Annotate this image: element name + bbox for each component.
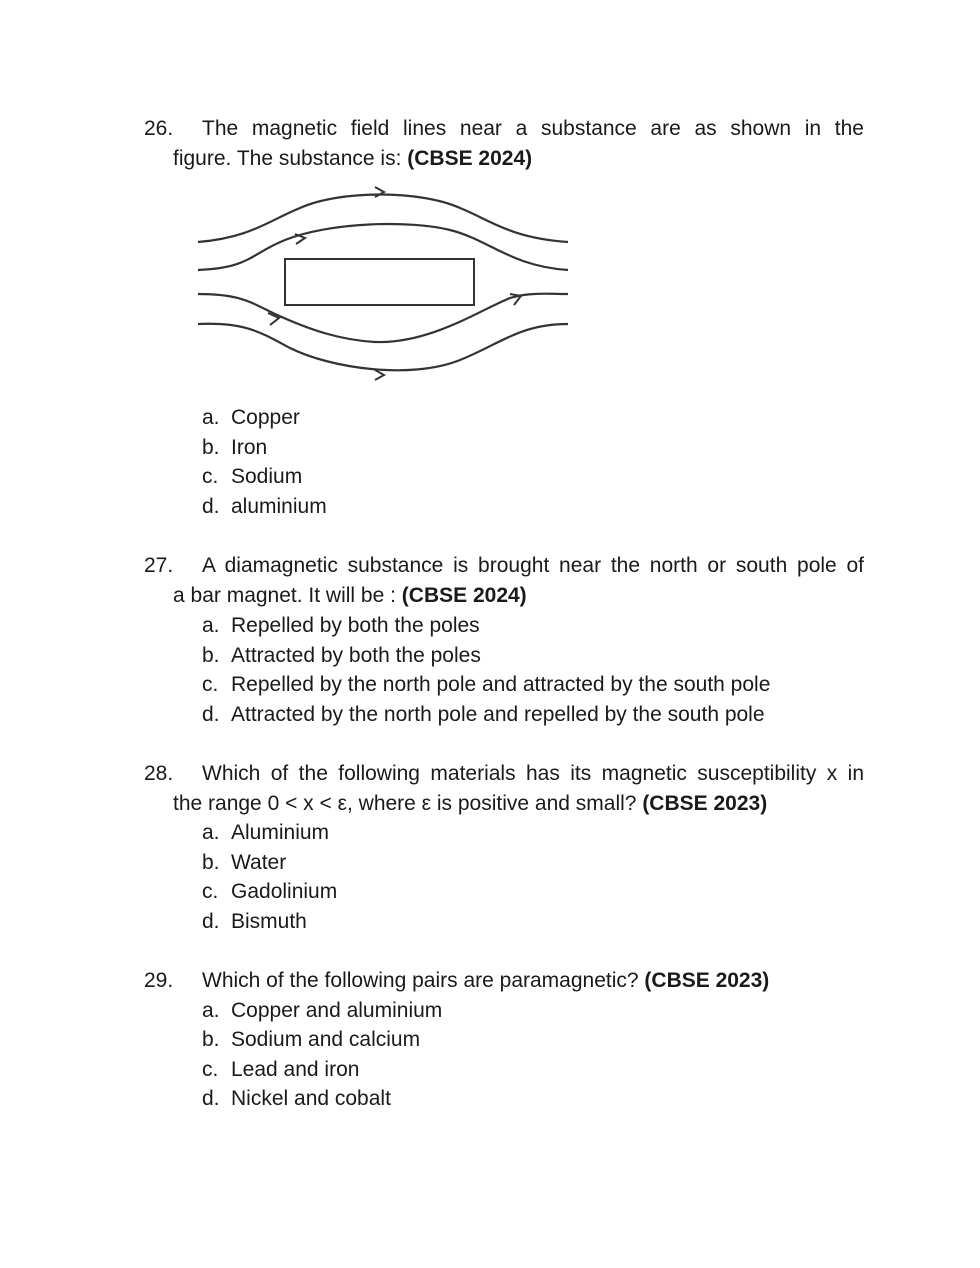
question-number: 26. [144,117,174,140]
option-text: Bismuth [231,910,307,933]
option-letter: a. [202,406,220,429]
option-text: Aluminium [231,821,330,844]
magnetic-field-lines-figure [190,182,580,382]
question-text-line1: Which of the following pairs are paramagnetic? (CBSE 2023) [202,969,770,992]
option-letter: d. [202,910,220,933]
field-line-bottom-outer [198,324,568,371]
option-text: Sodium and calcium [231,1028,421,1051]
question-text-line1: The magnetic field lines near a substance are as shown in the [202,117,864,140]
question-text-line1: A diamagnetic substance is brought near the north or south pole of [202,554,864,577]
question-number: 28. [144,762,174,785]
option-text: Sodium [231,465,303,488]
option-letter: a. [202,821,220,844]
question-source: (CBSE 2024) [401,584,527,607]
question-number: 27. [144,554,174,577]
option-letter: a. [202,999,220,1022]
option-text: Iron [231,436,268,459]
option-letter: b. [202,436,220,459]
arrow-icon [295,234,305,244]
option-text: Repelled by both the poles [231,614,480,637]
option-text: Attracted by the north pole and repelled by the south pole [231,703,765,726]
option-text: aluminium [231,495,327,518]
option-letter: a. [202,614,220,637]
arrow-icon [375,370,384,380]
option-text: Water [231,851,287,874]
option-letter: b. [202,1028,220,1051]
arrow-icon [510,294,521,305]
option-letter: c. [202,673,219,696]
question-source: (CBSE 2023) [642,792,768,815]
option-text: Gadolinium [231,880,338,903]
option-letter: c. [202,465,219,488]
question-text-line2: the range 0 < x < ε, where ε is positive and small? (CBSE 2023) [173,792,768,815]
question-text-line2: figure. The substance is: (CBSE 2024) [173,147,533,170]
option-text: Nickel and cobalt [231,1087,391,1110]
question-source: (CBSE 2024) [407,147,533,170]
option-text: Attracted by both the poles [231,644,481,667]
option-letter: d. [202,703,220,726]
option-text: Copper [231,406,300,429]
option-text: Copper and aluminium [231,999,443,1022]
question-number: 29. [144,969,174,992]
option-letter: b. [202,851,220,874]
question-text-line1: Which of the following materials has its magnetic susceptibility x in [202,762,864,785]
option-letter: d. [202,1087,220,1110]
question-source: (CBSE 2023) [644,969,770,992]
substance-block [285,259,474,305]
option-text: Repelled by the north pole and attracted by the south pole [231,673,771,696]
option-letter: c. [202,880,219,903]
option-letter: b. [202,644,220,667]
question-text-line2: a bar magnet. It will be : (CBSE 2024) [173,584,527,607]
option-letter: c. [202,1058,219,1081]
option-text: Lead and iron [231,1058,360,1081]
option-letter: d. [202,495,220,518]
field-line-top-outer [198,195,568,243]
